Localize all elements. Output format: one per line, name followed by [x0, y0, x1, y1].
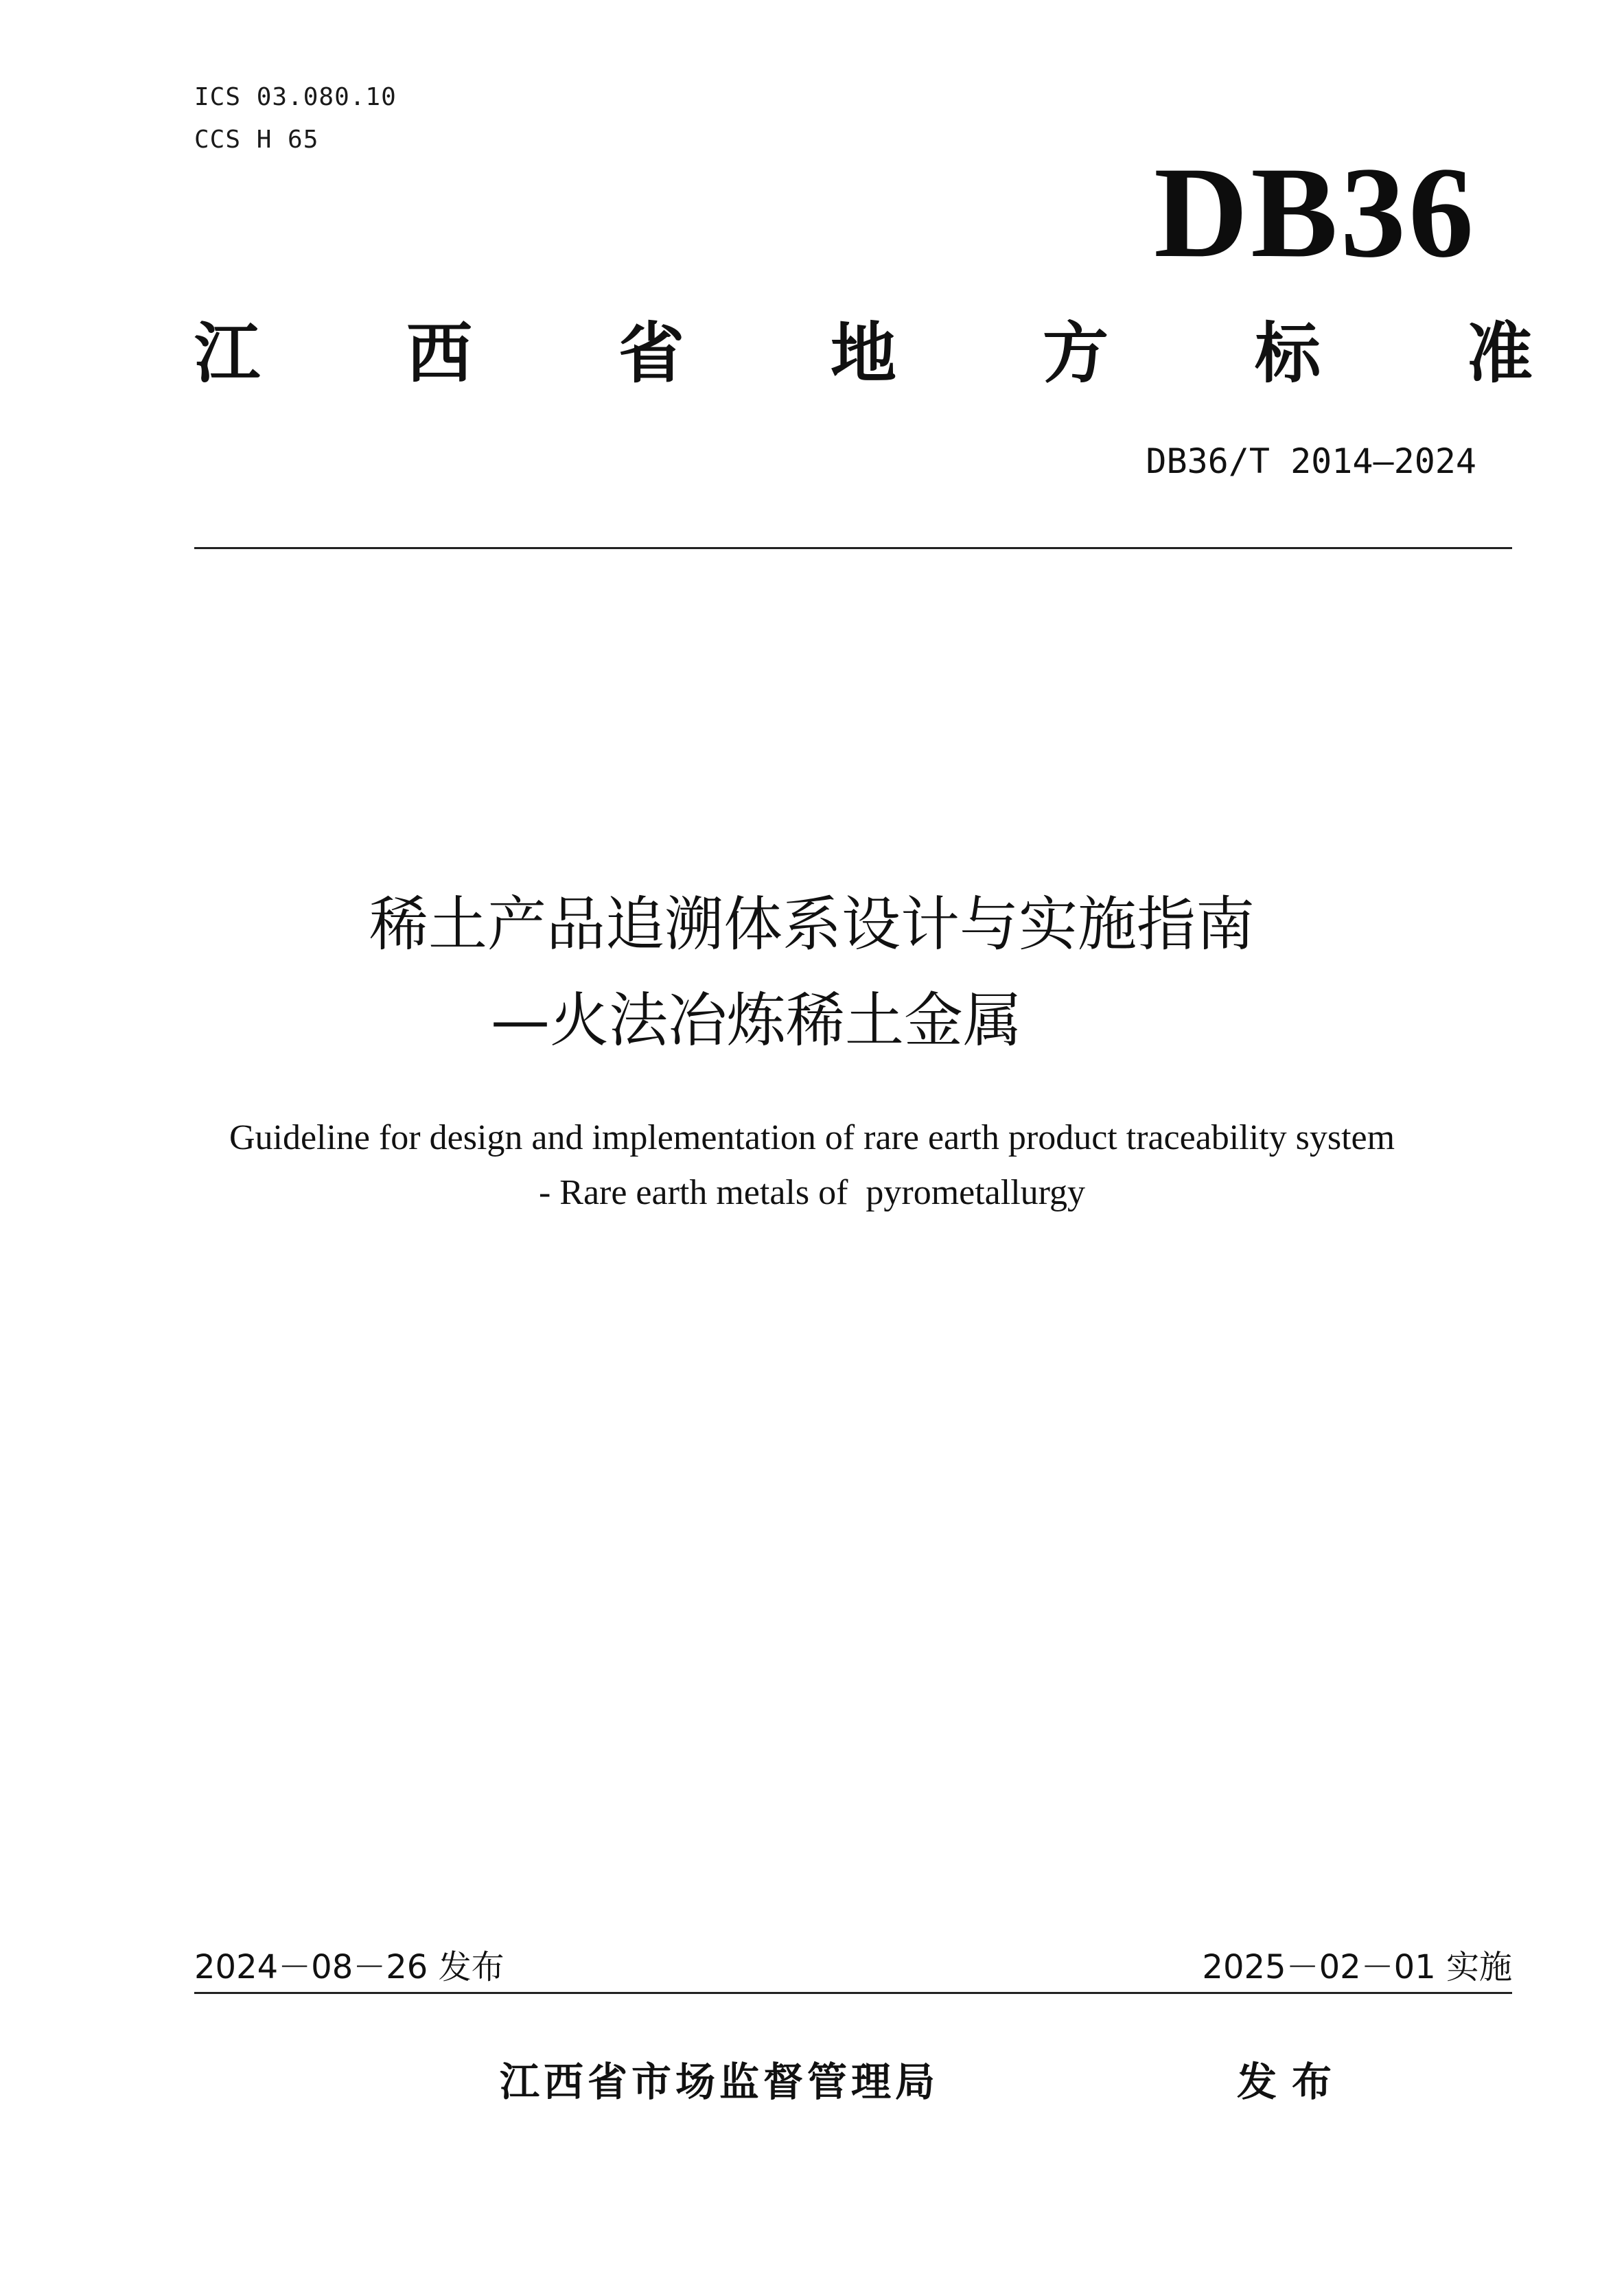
top-divider: [194, 547, 1512, 549]
standard-type-char: 方: [1043, 315, 1109, 392]
issue-label: 发布: [1237, 2059, 1347, 2105]
standard-type-char: 标: [1255, 315, 1321, 392]
db36-logo: DB36: [1154, 141, 1476, 285]
english-title-line-2: - Rare earth metals of pyrometallurgy: [538, 1173, 1086, 1212]
standard-type-heading: [194, 312, 1533, 395]
ccs-code: CCS H 65: [194, 126, 319, 154]
standard-type-char: 准: [1467, 315, 1533, 392]
bottom-divider: [194, 1992, 1512, 1994]
chinese-title-line-2: —火法冶炼稀土金属: [491, 986, 1022, 1055]
standard-number: DB36/T 2014—2024: [1146, 441, 1476, 481]
standard-type-char: 江: [194, 315, 260, 392]
standard-type-char: 省: [618, 315, 684, 392]
standard-type-char: 西: [406, 315, 472, 392]
standard-type-char: 地: [831, 315, 896, 392]
english-title-line-1: Guideline for design and implementation of rare earth product traceability system: [229, 1118, 1395, 1157]
chinese-title-line-1: 稀土产品追溯体系设计与实施指南: [369, 890, 1255, 959]
publish-date: 2024－08－26 发布: [194, 1948, 504, 1986]
issuing-authority: 江西省市场监督管理局: [500, 2059, 940, 2105]
implementation-date: 2025－02－01 实施: [1202, 1948, 1512, 1986]
ics-code: ICS 03.080.10: [194, 83, 397, 111]
